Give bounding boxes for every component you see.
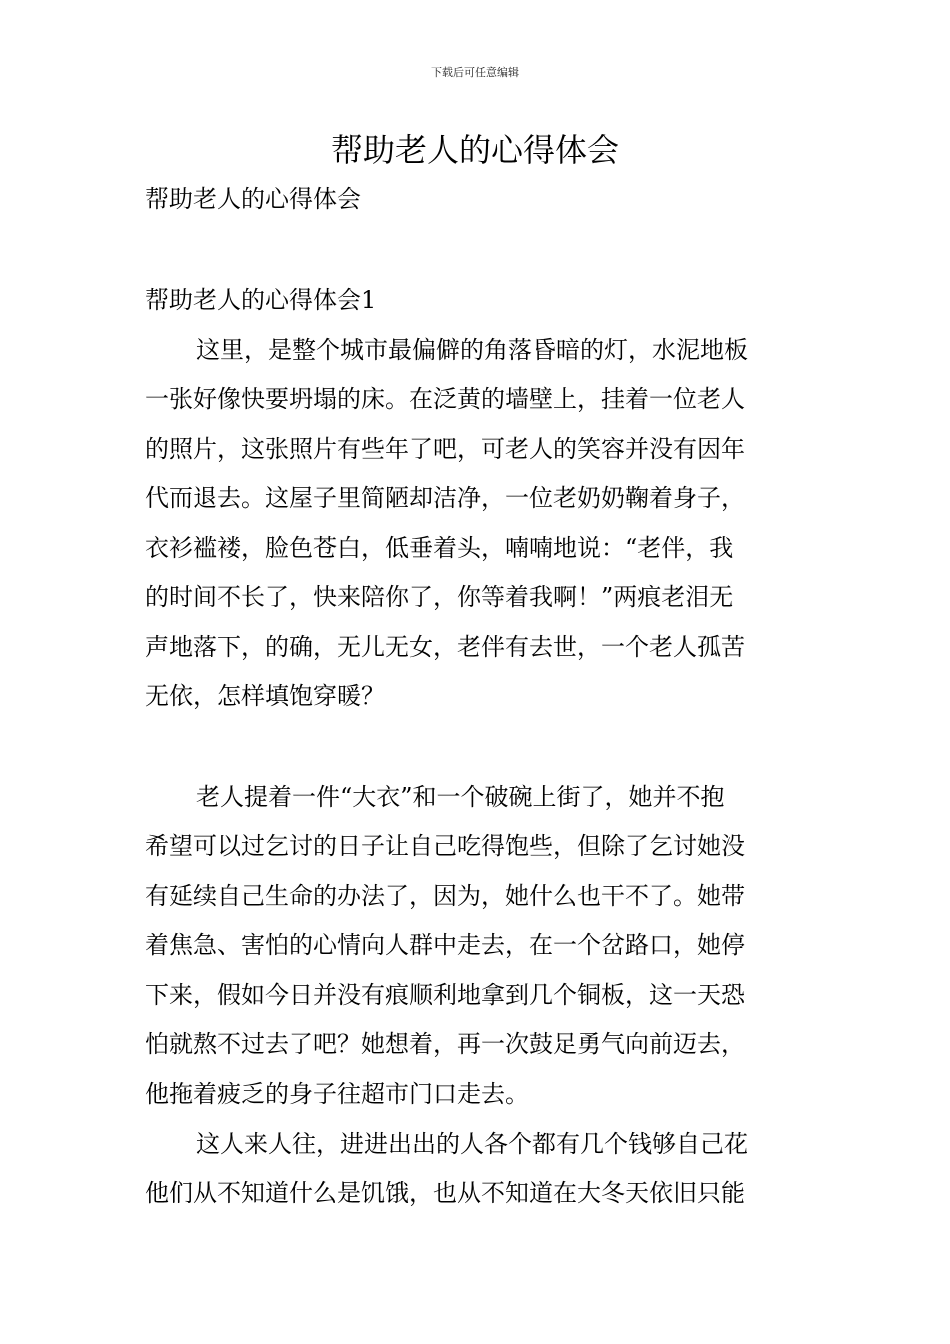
document-subtitle: 帮助老人的心得体会 [145,185,361,213]
paragraph-2-line: 希望可以过乞讨的日子让自己吃得饱些，但除了乞讨她没 [145,832,745,860]
paragraph-1-line: 一张好像快要坍塌的床。在泛黄的墙壁上，挂着一位老人 [145,385,745,413]
paragraph-1-line: 的照片，这张照片有些年了吧，可老人的笑容并没有因年 [145,435,745,463]
paragraph-2-line: 怕就熬不过去了吧？她想着，再一次鼓足勇气向前迈去， [145,1030,745,1058]
section-heading: 帮助老人的心得体会1 [145,286,377,314]
paragraph-3-line: 他们从不知道什么是饥饿，也从不知道在大冬天依旧只能 [145,1179,745,1207]
paragraph-2-line: 老人提着一件“大衣”和一个破碗上街了，她并不抱 [196,783,725,811]
paragraph-1-line: 衣衫褴褛，脸色苍白，低垂着头，喃喃地说：“老伴，我 [145,534,734,562]
page-header-note: 下载后可任意编辑 [431,66,519,79]
paragraph-1-line: 这里，是整个城市最偏僻的角落昏暗的灯，水泥地板 [196,336,748,364]
paragraph-2-line: 他拖着疲乏的身子往超市门口走去。 [145,1080,529,1108]
paragraph-1-line: 代而退去。这屋子里简陋却洁净，一位老奶奶鞠着身子， [145,484,745,512]
paragraph-3-line: 这人来人往，进进出出的人各个都有几个钱够自己花 [196,1130,748,1158]
document-title: 帮助老人的心得体会 [330,131,619,169]
paragraph-1-line: 无依，怎样填饱穿暖？ [145,682,385,710]
paragraph-1-line: 的时间不长了，快来陪你了，你等着我啊！”两痕老泪无 [145,583,734,611]
paragraph-2-line: 着焦急、害怕的心情向人群中走去，在一个岔路口，她停 [145,931,745,959]
paragraph-2-line: 有延续自己生命的办法了，因为，她什么也干不了。她带 [145,882,745,910]
paragraph-2-line: 下来，假如今日并没有痕顺利地拿到几个铜板，这一天恐 [145,981,745,1009]
paragraph-1-line: 声地落下，的确，无儿无女，老伴有去世，一个老人孤苦 [145,633,745,661]
